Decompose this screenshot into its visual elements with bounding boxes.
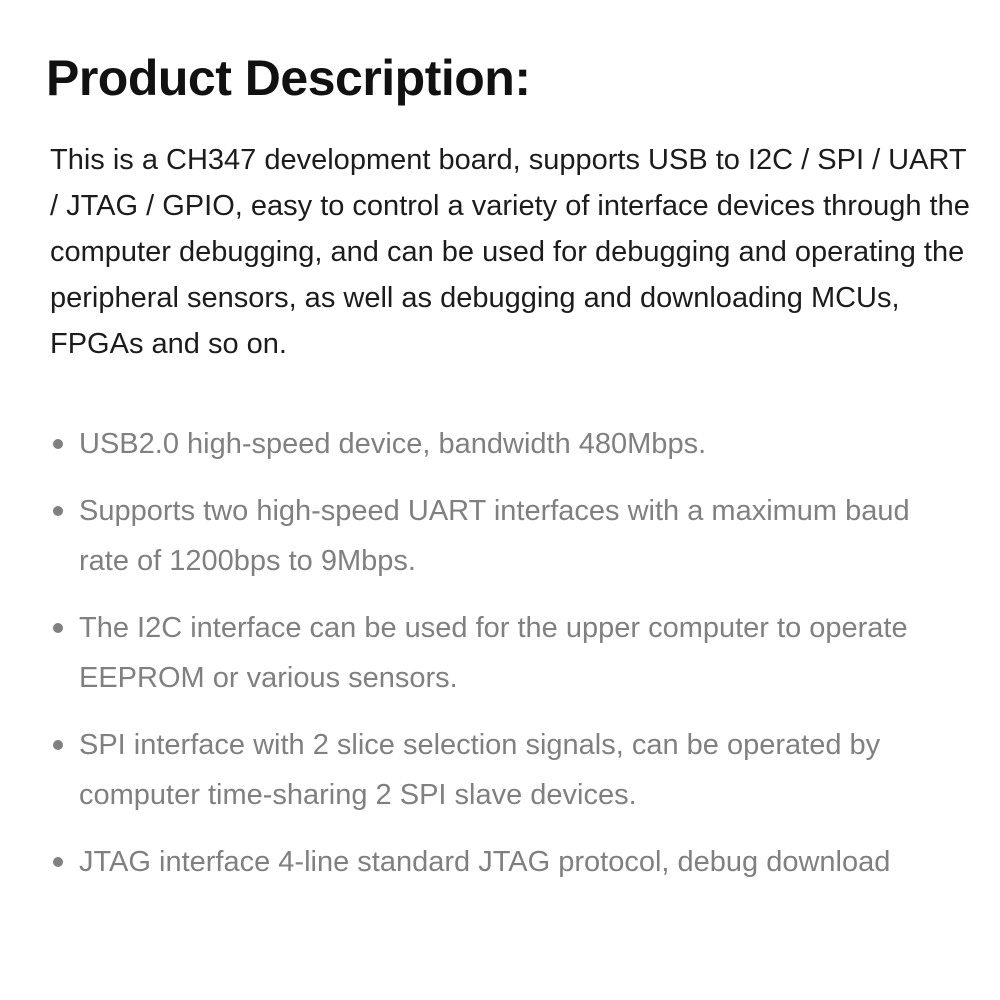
bullet-icon: [53, 740, 63, 750]
feature-text: USB2.0 high-speed device, bandwidth 480Mbps.: [79, 428, 707, 460]
page-title: Product Description:: [46, 50, 531, 106]
feature-item: [50, 486, 960, 586]
feature-item: [50, 603, 960, 703]
bullet-icon: [53, 439, 63, 449]
intro-paragraph: This is a CH347 development board, supports USB to I2C / SPI / UART / JTAG / GPIO, easy to control a variety of interface devices through the computer debugging, and can be used for debugging and operating the peripheral sensors, as well as debugging and downloading MCUs, FPGAs and so on.: [50, 144, 970, 360]
feature-list: [50, 419, 960, 904]
bullet-icon: [53, 623, 63, 633]
feature-item: [50, 720, 960, 820]
feature-item: [50, 419, 960, 469]
feature-text: SPI interface with 2 slice selection signals, can be operated by computer time-sharing 2 SPI slave devices.: [79, 729, 881, 811]
feature-text: Supports two high-speed UART interfaces with a maximum baud rate of 1200bps to 9Mbps.: [79, 495, 910, 577]
bullet-icon: [53, 506, 63, 516]
feature-text: The I2C interface can be used for the upper computer to operate EEPROM or various sensors.: [79, 612, 908, 694]
bullet-icon: [53, 857, 63, 867]
feature-item: [50, 837, 960, 887]
feature-text: JTAG interface 4-line standard JTAG protocol, debug download: [79, 846, 891, 878]
